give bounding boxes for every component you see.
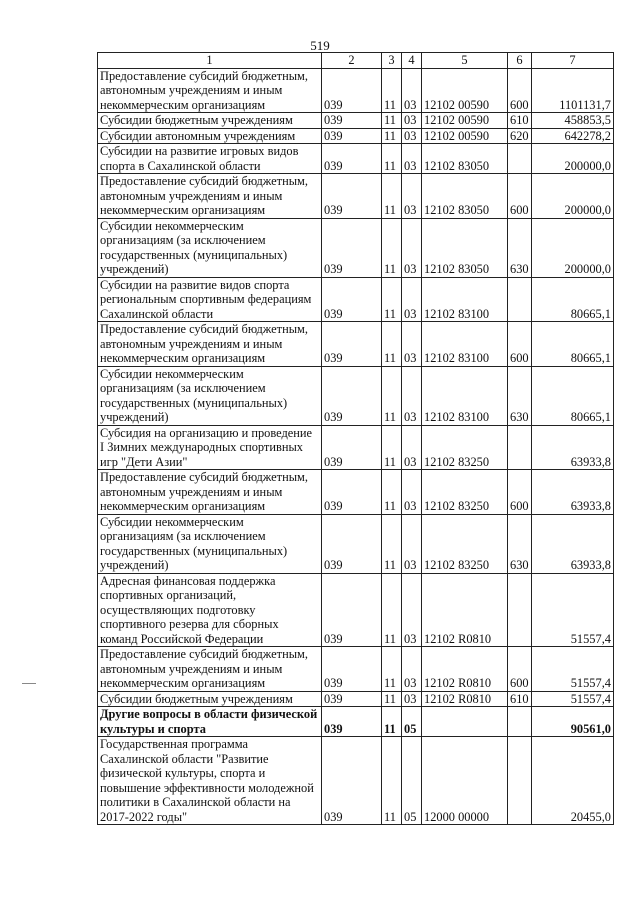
row-section-code: 11 (382, 322, 402, 367)
row-target-article-code: 12102 00590 (422, 113, 508, 129)
row-expense-type-code: 600 (508, 470, 532, 515)
row-subsection-code: 05 (402, 707, 422, 737)
row-name: Субсидии бюджетным учреждениям (98, 113, 322, 129)
row-grbs-code: 039 (322, 514, 382, 573)
table-row (98, 322, 614, 367)
row-name: Субсидии бюджетным учреждениям (98, 691, 322, 707)
row-expense-type-code: 620 (508, 128, 532, 144)
row-expense-type-code: 630 (508, 514, 532, 573)
row-target-article-code: 12102 83050 (422, 144, 508, 174)
row-target-article-code: 12102 83050 (422, 174, 508, 219)
row-amount: 200000,0 (532, 144, 614, 174)
table-row (98, 514, 614, 573)
row-target-article-code: 12102 R0810 (422, 573, 508, 647)
row-section-code: 11 (382, 425, 402, 470)
row-name: Субсидии на развитие видов спорта региональным спортивным федерациям Сахалинской области (98, 277, 322, 322)
row-subsection-code: 03 (402, 277, 422, 322)
table-row (98, 647, 614, 692)
row-expense-type-code (508, 425, 532, 470)
row-amount: 51557,4 (532, 573, 614, 647)
row-expense-type-code: 600 (508, 68, 532, 113)
row-expense-type-code: 630 (508, 366, 532, 425)
row-grbs-code: 039 (322, 425, 382, 470)
row-amount: 642278,2 (532, 128, 614, 144)
budget-table (97, 52, 614, 825)
margin-mark (22, 683, 36, 684)
row-target-article-code: 12000 00000 (422, 737, 508, 825)
row-expense-type-code: 600 (508, 647, 532, 692)
table-row (98, 113, 614, 129)
row-name: Субсидия на организацию и проведение I Зимних международных спортивных игр "Дети Азии" (98, 425, 322, 470)
row-section-code: 11 (382, 68, 402, 113)
table-row (98, 174, 614, 219)
row-subsection-code: 03 (402, 691, 422, 707)
row-subsection-code: 03 (402, 470, 422, 515)
row-expense-type-code (508, 277, 532, 322)
row-amount: 80665,1 (532, 277, 614, 322)
row-amount: 63933,8 (532, 425, 614, 470)
row-subsection-code: 03 (402, 322, 422, 367)
row-amount: 80665,1 (532, 322, 614, 367)
page-number: 519 (310, 38, 330, 53)
table-row (98, 707, 614, 737)
row-name: Предоставление субсидий бюджетным, автономным учреждениям и иным некоммерческим организациям (98, 68, 322, 113)
row-amount: 63933,8 (532, 470, 614, 515)
table-row (98, 68, 614, 113)
row-name: Предоставление субсидий бюджетным, автономным учреждениям и иным некоммерческим организациям (98, 647, 322, 692)
row-target-article-code: 12102 83100 (422, 277, 508, 322)
row-subsection-code: 03 (402, 113, 422, 129)
row-section-code: 11 (382, 144, 402, 174)
column-header: 3 (382, 53, 402, 69)
row-subsection-code: 03 (402, 425, 422, 470)
row-grbs-code: 039 (322, 573, 382, 647)
row-target-article-code: 12102 00590 (422, 68, 508, 113)
row-name: Субсидии некоммерческим организациям (за исключением государственных (муниципальных) учреждений) (98, 366, 322, 425)
row-section-code: 11 (382, 514, 402, 573)
row-amount: 51557,4 (532, 691, 614, 707)
row-section-code: 11 (382, 737, 402, 825)
row-amount: 200000,0 (532, 174, 614, 219)
row-expense-type-code: 630 (508, 218, 532, 277)
table-row (98, 470, 614, 515)
row-grbs-code: 039 (322, 128, 382, 144)
column-header: 2 (322, 53, 382, 69)
row-subsection-code: 03 (402, 514, 422, 573)
table-row (98, 366, 614, 425)
row-subsection-code: 03 (402, 174, 422, 219)
row-target-article-code: 12102 83100 (422, 366, 508, 425)
row-subsection-code: 03 (402, 647, 422, 692)
row-grbs-code: 039 (322, 144, 382, 174)
row-name: Предоставление субсидий бюджетным, автономным учреждениям и иным некоммерческим организациям (98, 470, 322, 515)
row-amount: 20455,0 (532, 737, 614, 825)
row-section-code: 11 (382, 113, 402, 129)
row-grbs-code: 039 (322, 322, 382, 367)
row-name: Субсидии некоммерческим организациям (за исключением государственных (муниципальных) учреждений) (98, 218, 322, 277)
column-header: 7 (532, 53, 614, 69)
row-name: Предоставление субсидий бюджетным, автономным учреждениям и иным некоммерческим организациям (98, 322, 322, 367)
row-grbs-code: 039 (322, 218, 382, 277)
column-header: 5 (422, 53, 508, 69)
row-grbs-code: 039 (322, 470, 382, 515)
row-name: Предоставление субсидий бюджетным, автономным учреждениям и иным некоммерческим организациям (98, 174, 322, 219)
row-grbs-code: 039 (322, 691, 382, 707)
row-amount: 90561,0 (532, 707, 614, 737)
row-subsection-code: 03 (402, 68, 422, 113)
row-name: Государственная программа Сахалинской области "Развитие физической культуры, спорта и повышение эффективности молодежной политики в Сахалинской области на 2017-2022 годы" (98, 737, 322, 825)
row-amount: 80665,1 (532, 366, 614, 425)
row-name: Субсидии некоммерческим организациям (за исключением государственных (муниципальных) учреждений) (98, 514, 322, 573)
row-target-article-code: 12102 83250 (422, 425, 508, 470)
row-subsection-code: 03 (402, 218, 422, 277)
row-expense-type-code: 610 (508, 691, 532, 707)
row-section-code: 11 (382, 277, 402, 322)
row-target-article-code: 12102 00590 (422, 128, 508, 144)
row-section-code: 11 (382, 128, 402, 144)
row-amount: 1101131,7 (532, 68, 614, 113)
row-section-code: 11 (382, 218, 402, 277)
row-section-code: 11 (382, 707, 402, 737)
row-name: Субсидии на развитие игровых видов спорта в Сахалинской области (98, 144, 322, 174)
column-header: 4 (402, 53, 422, 69)
row-name: Адресная финансовая поддержка спортивных организаций, осуществляющих подготовку спортивного резерва для сборных команд Российской Федерации (98, 573, 322, 647)
row-expense-type-code (508, 737, 532, 825)
row-amount: 51557,4 (532, 647, 614, 692)
row-subsection-code: 03 (402, 366, 422, 425)
column-header: 1 (98, 53, 322, 69)
table-row (98, 573, 614, 647)
row-grbs-code: 039 (322, 707, 382, 737)
table-row (98, 691, 614, 707)
table-row (98, 425, 614, 470)
row-expense-type-code (508, 707, 532, 737)
table-row (98, 144, 614, 174)
row-target-article-code: 12102 83250 (422, 514, 508, 573)
row-expense-type-code: 610 (508, 113, 532, 129)
row-grbs-code: 039 (322, 113, 382, 129)
table-row (98, 128, 614, 144)
row-grbs-code: 039 (322, 366, 382, 425)
row-section-code: 11 (382, 573, 402, 647)
row-section-code: 11 (382, 470, 402, 515)
table-row (98, 737, 614, 825)
row-subsection-code: 03 (402, 128, 422, 144)
row-name: Субсидии автономным учреждениям (98, 128, 322, 144)
row-grbs-code: 039 (322, 68, 382, 113)
row-subsection-code: 03 (402, 573, 422, 647)
row-expense-type-code (508, 144, 532, 174)
row-expense-type-code (508, 573, 532, 647)
row-section-code: 11 (382, 174, 402, 219)
row-subsection-code: 05 (402, 737, 422, 825)
row-section-code: 11 (382, 647, 402, 692)
row-amount: 63933,8 (532, 514, 614, 573)
row-grbs-code: 039 (322, 737, 382, 825)
row-target-article-code: 12102 83050 (422, 218, 508, 277)
row-section-code: 11 (382, 366, 402, 425)
row-target-article-code: 12102 83250 (422, 470, 508, 515)
row-expense-type-code: 600 (508, 322, 532, 367)
table-row (98, 277, 614, 322)
row-amount: 200000,0 (532, 218, 614, 277)
row-target-article-code: 12102 R0810 (422, 691, 508, 707)
row-subsection-code: 03 (402, 144, 422, 174)
table-header-row (98, 53, 614, 69)
row-target-article-code: 12102 R0810 (422, 647, 508, 692)
row-grbs-code: 039 (322, 277, 382, 322)
row-target-article-code (422, 707, 508, 737)
row-amount: 458853,5 (532, 113, 614, 129)
row-grbs-code: 039 (322, 174, 382, 219)
row-grbs-code: 039 (322, 647, 382, 692)
column-header: 6 (508, 53, 532, 69)
row-expense-type-code: 600 (508, 174, 532, 219)
table-row (98, 218, 614, 277)
row-section-code: 11 (382, 691, 402, 707)
row-target-article-code: 12102 83100 (422, 322, 508, 367)
row-name: Другие вопросы в области физической культуры и спорта (98, 707, 322, 737)
